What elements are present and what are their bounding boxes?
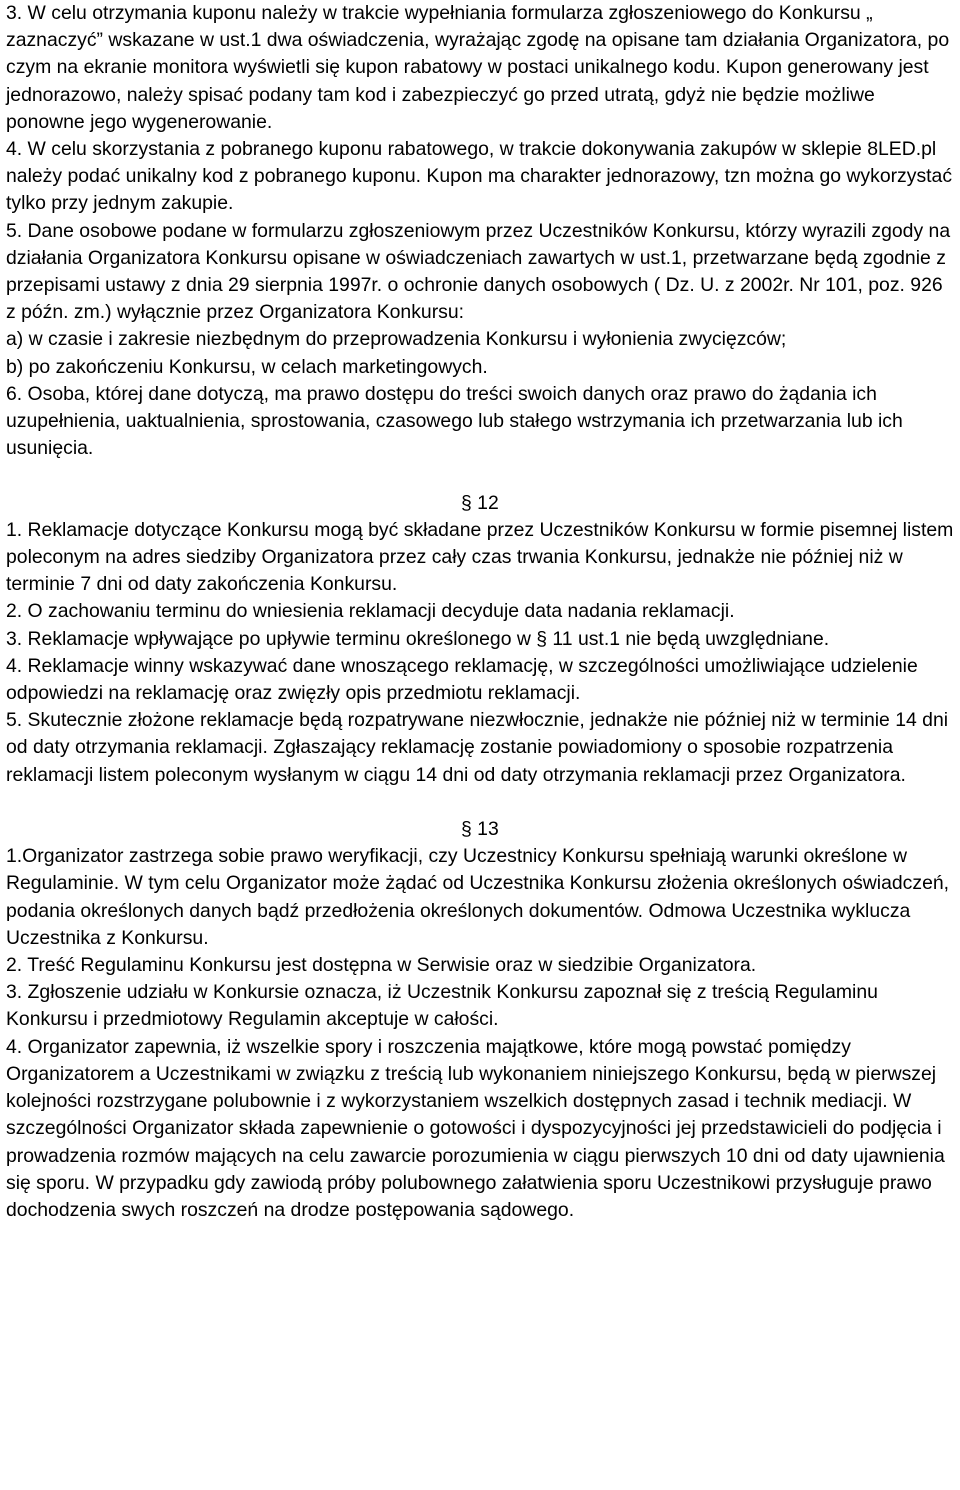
paragraph-12-2: 2. O zachowaniu terminu do wniesienia reklamacji decyduje data nadania reklamacji. [6, 600, 735, 623]
document-page [6, 0, 956, 1224]
paragraph-12-3: 3. Reklamacje wpływające po upływie terminu określonego w § 11 ust.1 nie będą uwzględniane. [6, 627, 830, 650]
blank-line [6, 462, 956, 489]
paragraph-11-5b: b) po zakończeniu Konkursu, w celach marketingowych. [6, 355, 488, 378]
paragraph-11-3: 3. W celu otrzymania kuponu należy w trakcie wypełniania formularza zgłoszeniowego do Konkursu „ zaznaczyć” wskazane w ust.1 dwa oświadczenia, wyrażając zgodę na opisane tam działania Organizatora, po czym na ekranie monitora wyświetli się kupon rabatowy w postaci unikalnego kodu. Kupon generowany jest jednorazowo, należy spisać podany tam kod i zabezpieczyć go przed utratą, gdyż nie będzie możliwe ponowne jego wygenerowanie. [6, 2, 950, 133]
paragraph-13-2: 2. Treść Regulaminu Konkursu jest dostępna w Serwisie oraz w siedzibie Organizatora. [6, 954, 757, 977]
paragraph-11-5: 5. Dane osobowe podane w formularzu zgłoszeniowym przez Uczestników Konkursu, którzy wyrazili zgody na działania Organizatora Konkursu opisane w oświadczeniach zawartych w ust.1, przetwarzane będą zgodnie z przepisami ustawy z dnia 29 sierpnia 1997r. o ochronie danych osobowych ( Dz. U. z 2002r. Nr 101, poz. 926 z późn. zm.) wyłącznie przez Organizatora Konkursu: [6, 219, 951, 324]
paragraph-12-5: 5. Skutecznie złożone reklamacje będą rozpatrywane niezwłocznie, jednakże nie później niż w terminie 14 dni od daty otrzymania reklamacji. Zgłaszający reklamację zostanie powiadomiony o sposobie rozpatrzenia reklamacji listem poleconym wysłanym w ciągu 14 dni od daty otrzymania reklamacji przez Organizatora. [6, 709, 949, 786]
paragraph-13-4: 4. Organizator zapewnia, iż wszelkie spory i roszczenia majątkowe, które mogą powstać pomiędzy Organizatorem a Uczestnikami w związku z treścią lub wykonaniem niniejszego Konkursu, będą w pierwszej kolejności rozstrzygane polubownie i z wykorzystaniem wszelkich dostępnych zasad i technik mediacji. W szczególności Organizator składa zapewnienie o gotowości i dyspozycyjności jej przedstawicieli do podjęcia i prowadzenia rozmów mających na celu zawarcie porozumienia w ciągu pierwszych 10 dni od daty ujawnienia się sporu. W przypadku gdy zawiodą próby polubownego załatwienia sporu Uczestnikowi przysługuje prawo dochodzenia swych roszczeń na drodze postępowania sądowego. [6, 1035, 945, 1221]
paragraph-11-5a: a) w czasie i zakresie niezbędnym do przeprowadzenia Konkursu i wyłonienia zwycięzców; [6, 328, 787, 351]
paragraph-13-3: 3. Zgłoszenie udziału w Konkursie oznacza, iż Uczestnik Konkursu zapoznał się z treścią Regulaminu Konkursu i przedmiotowy Regulamin akceptuje w całości. [6, 981, 878, 1031]
section-13-heading: § 13 [461, 818, 499, 841]
section-12-heading: § 12 [461, 491, 499, 514]
paragraph-11-6: 6. Osoba, której dane dotyczą, ma prawo dostępu do treści swoich danych oraz prawo do żądania ich uzupełnienia, uaktualnienia, sprostowania, czasowego lub stałego wstrzymania ich przetwarzania lub ich usunięcia. [6, 382, 903, 460]
paragraph-12-1: 1. Reklamacje dotyczące Konkursu mogą być składane przez Uczestników Konkursu w formie pisemnej listem poleconym na adres siedziby Organizatora przez cały czas trwania Konkursu, jednakże nie później niż w terminie 7 dni od daty zakończenia Konkursu. [6, 518, 954, 596]
paragraph-12-4: 4. Reklamacje winny wskazywać dane wnoszącego reklamację, w szczególności umożliwiające udzielenie odpowiedzi na reklamację oraz zwięzły opis przedmiotu reklamacji. [6, 654, 918, 705]
paragraph-11-4: 4. W celu skorzystania z pobranego kuponu rabatowego, w trakcie dokonywania zakupów w sklepie 8LED.pl należy podać unikalny kod z pobranego kuponu. Kupon ma charakter jednorazowy, tzn można go wykorzystać tylko przy jednym zakupie. [6, 138, 953, 215]
paragraph-13-1: 1.Organizator zastrzega sobie prawo weryfikacji, czy Uczestnicy Konkursu spełniają warunki określone w Regulaminie. W tym celu Organizator może żądać od Uczestnika Konkursu złożenia określonych oświadczeń, podania określonych danych bądź przedłożenia określonych dokumentów. Odmowa Uczestnika wyklucza Uczestnika z Konkursu. [6, 845, 950, 949]
blank-line [6, 789, 956, 816]
